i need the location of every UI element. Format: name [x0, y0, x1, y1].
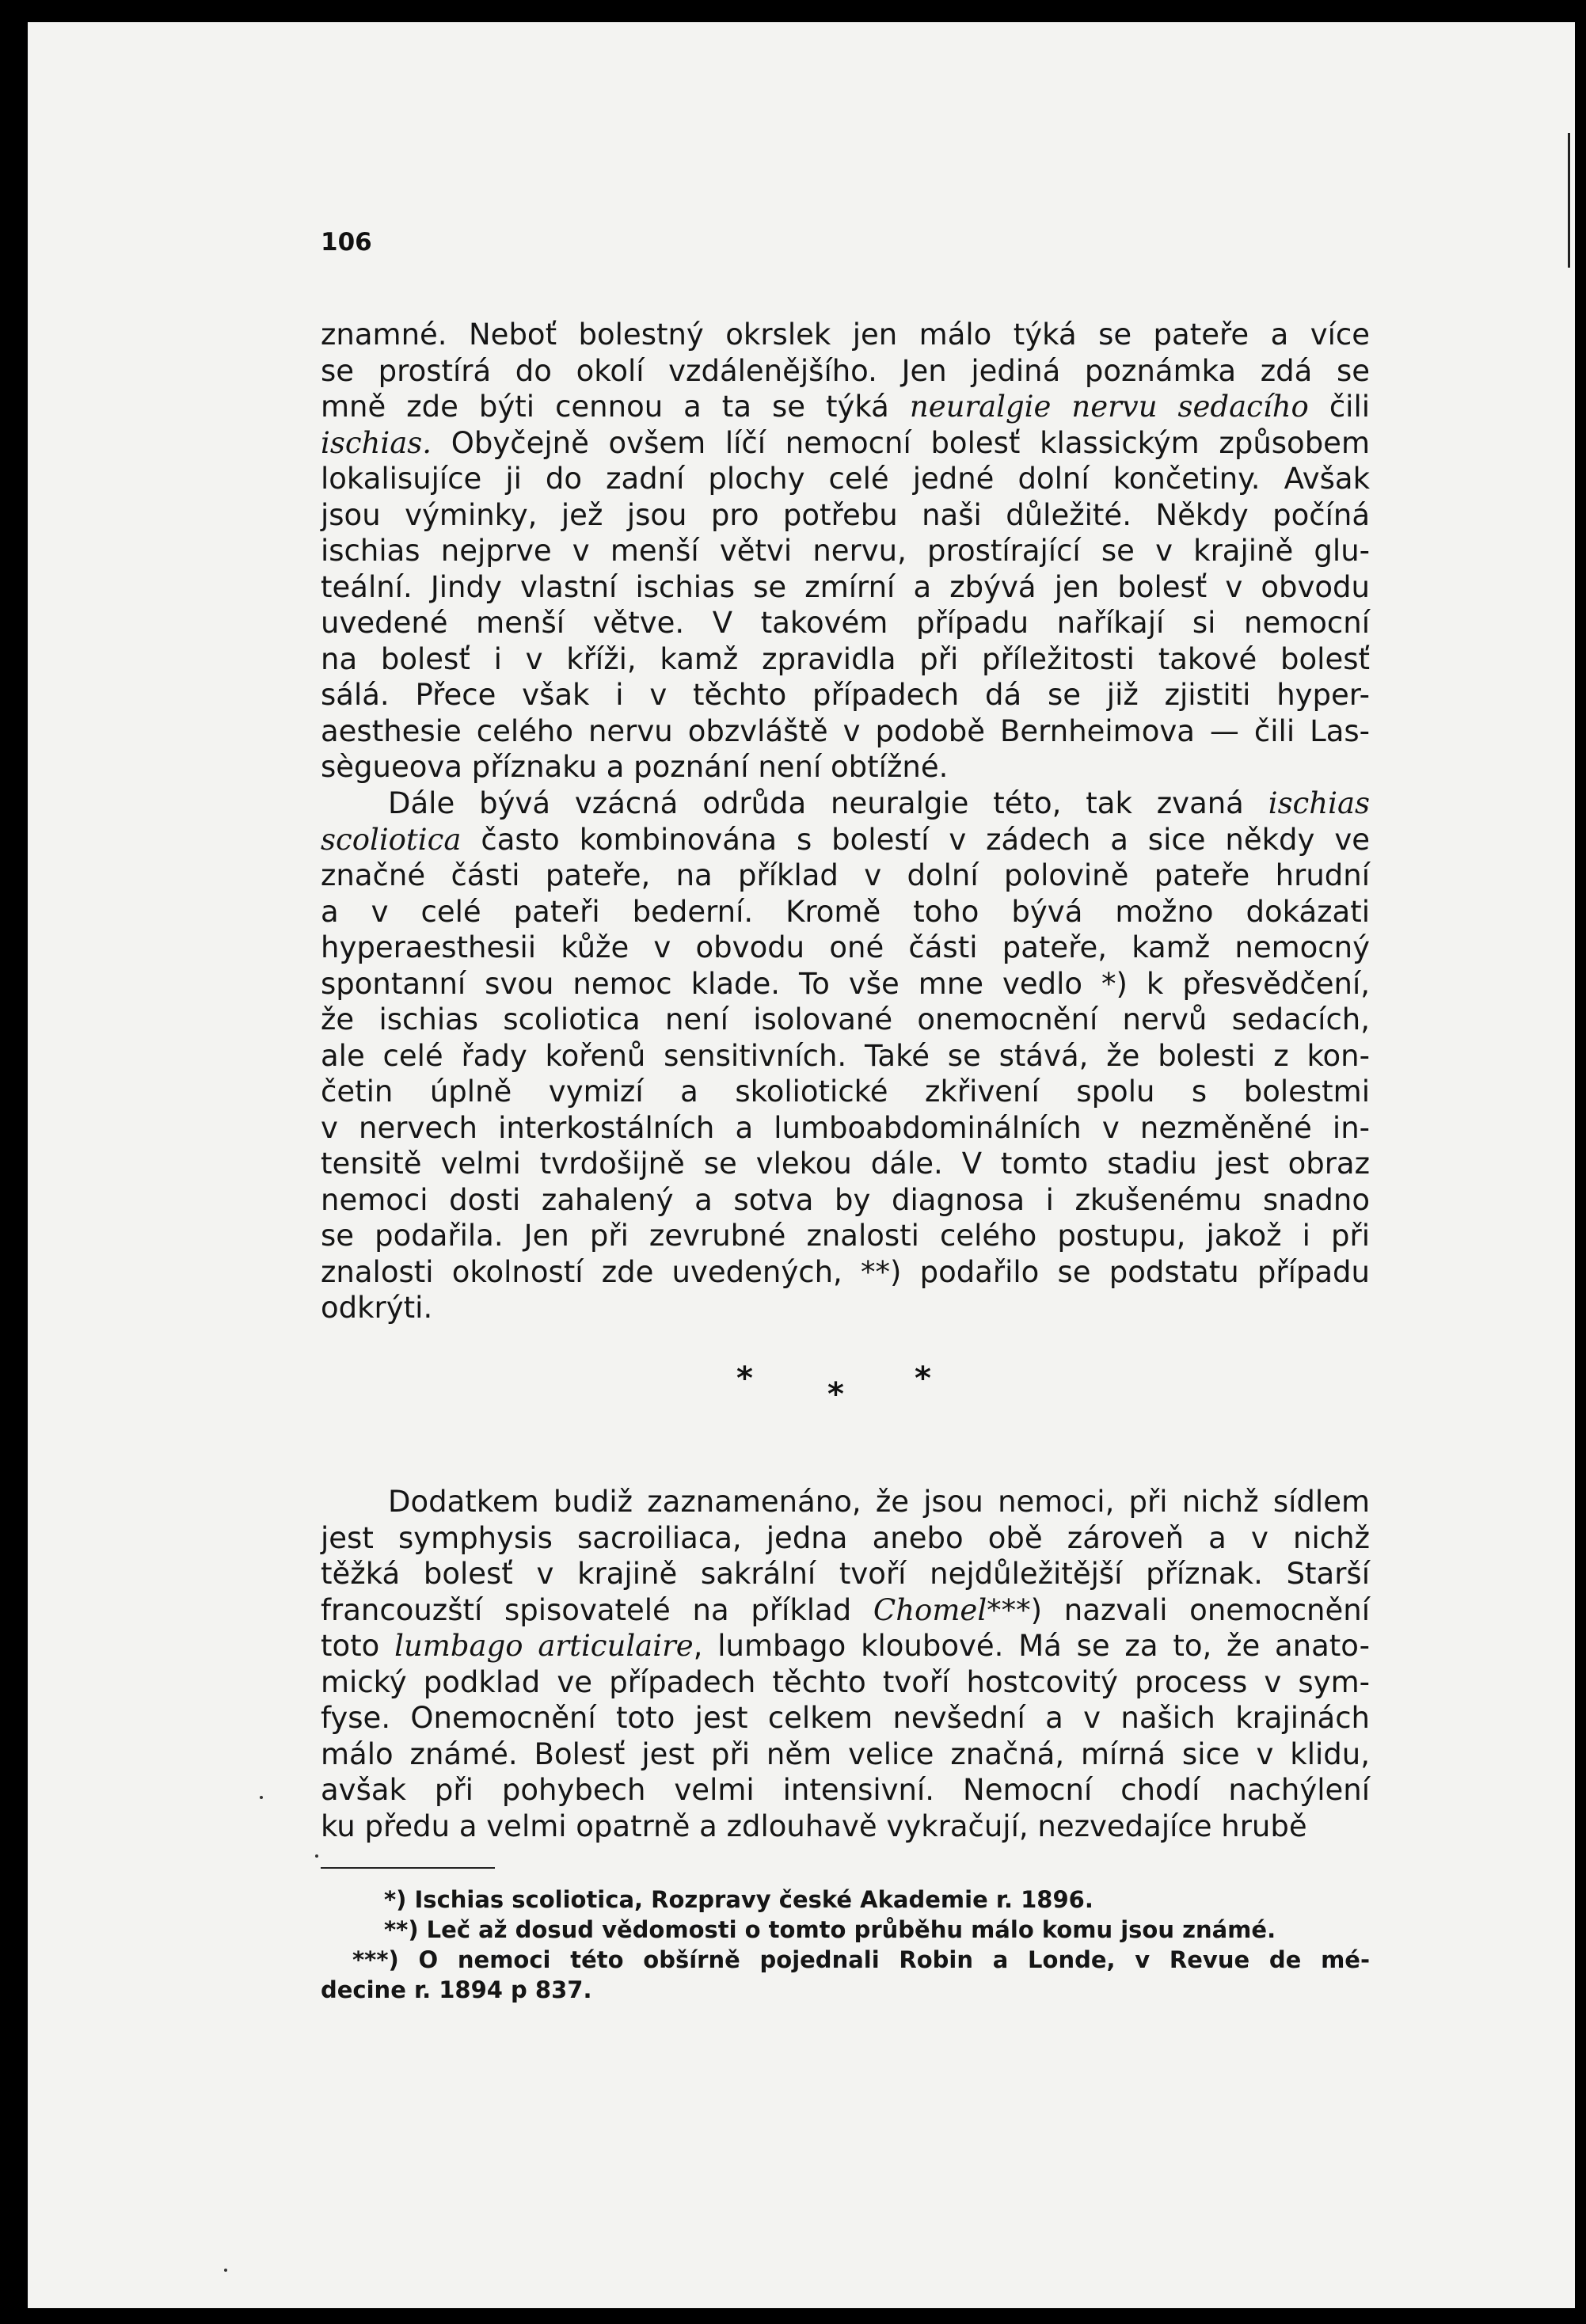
footnote-rule [321, 1867, 495, 1869]
separator-asterisk: * [827, 1376, 844, 1413]
text-line: hyperaesthesii kůže v obvodu oné části pateře, kamž nemocný [321, 930, 1370, 964]
scan-speck [315, 1854, 318, 1858]
text-line: sègueova příznaku a poznání není obtížné. [321, 750, 949, 784]
footnote-line: **) Leč až dosud vědomosti o tomto průběhu málo komu jsou známé. [384, 1916, 1276, 1943]
text-line: ischias nejprve v menší větvi nervu, prostírající se v krajině glu- [321, 534, 1370, 568]
scan-border-bottom [0, 2308, 1586, 2324]
scan-speck [224, 2269, 227, 2272]
text-line: aesthesie celého nervu obzvláště v podobě Bernheimova — čili Las- [321, 713, 1370, 748]
text-line: mický podklad ve případech těchto tvoří hostcovitý process v sym- [321, 1664, 1370, 1699]
text-line: lokalisujíce ji do zadní plochy celé jedné dolní končetiny. Avšak [321, 462, 1370, 496]
text-line: znamné. Neboť bolestný okrslek jen málo týká se pateře a více [321, 318, 1370, 352]
text-line: toto lumbago articulaire, lumbago kloubové. Má se za to, že anato- [321, 1629, 1370, 1663]
text-line: a v celé pateři bederní. Kromě toho bývá možno dokázati [321, 894, 1370, 929]
text-line: četin úplně vymizí a skoliotické zkřivení spolu s bolestmi [321, 1075, 1370, 1109]
text-line: že ischias scoliotica není isolované onemocnění nervů sedacích, [321, 1002, 1370, 1036]
text-line: ale celé řady kořenů sensitivních. Také se stává, že bolesti z kon- [321, 1038, 1370, 1073]
text-line: málo známé. Bolesť jest při něm velice značná, mírná sice v klidu, [321, 1736, 1370, 1771]
text-line: uvedené menší větve. V takovém případu naříkají si nemocní [321, 606, 1370, 640]
scan-speck [260, 1796, 263, 1799]
text-line: teální. Jindy vlastní ischias se zmírní a zbývá jen bolesť v obvodu [321, 569, 1370, 604]
text-line: fyse. Onemocnění toto jest celkem nevšední a v našich krajinách [321, 1701, 1370, 1735]
text-line: tensitě velmi tvrdošijně se vlekou dále. V tomto stadiu jest obraz [321, 1147, 1370, 1181]
text-line: se podařila. Jen při zevrubné znalosti celého postupu, jakož i při [321, 1219, 1370, 1253]
paragraph-3 [321, 1484, 1370, 1844]
footnote-line: *) Ischias scoliotica, Rozpravy české Akademie r. 1896. [384, 1886, 1093, 1913]
text-line: sálá. Přece však i v těchto případech dá se již zjistiti hyper- [321, 678, 1370, 712]
footnote-line: ***) O nemoci této obšírně pojednali Robin a Londe, v Revue de mé- [352, 1946, 1370, 1973]
text-line: těžká bolesť v krajině sakrální tvoří nejdůležitější příznak. Starší [321, 1557, 1370, 1591]
text-line: spontanní svou nemoc klade. To vše mne vedlo *) k přesvědčení, [321, 966, 1370, 1001]
text-line: francouzští spisovatelé na příklad Chomel***) nazvali onemocnění [321, 1592, 1370, 1627]
text-line: ischias. Obyčejně ovšem líčí nemocní bolesť klassickým způsobem [321, 425, 1370, 460]
text-line: znalosti okolností zde uvedených, **) podařilo se podstatu případu [321, 1254, 1370, 1289]
text-line: nemoci dosti zahalený a sotva by diagnosa i zkušenému snadno [321, 1182, 1370, 1217]
page-number: 106 [321, 228, 372, 257]
text-line: jest symphysis sacroiliaca, jedna anebo obě zároveň a v nichž [321, 1520, 1370, 1555]
scan-border-right [1575, 0, 1586, 2324]
text-line: scoliotica často kombinována s bolestí v zádech a sice někdy ve [321, 822, 1370, 857]
separator-asterisk: * [736, 1360, 753, 1397]
text-line: ku předu a velmi opatrně a zdlouhavě vykračují, nezvedajíce hrubě [321, 1809, 1307, 1843]
separator-asterisk: * [915, 1360, 931, 1397]
text-line: mně zde býti cennou a ta se týká neuralgie nervu sedacího čili [321, 390, 1370, 424]
section-separator [736, 1360, 942, 1413]
paragraph-2 [321, 785, 1370, 1326]
text-line: avšak při pohybech velmi intensivní. Nemocní chodí nachýlení [321, 1773, 1370, 1807]
text-line: se prostírá do okolí vzdálenějšího. Jen jediná poznámka zdá se [321, 353, 1370, 388]
text-line: odkrýti. [321, 1291, 433, 1325]
scan-border-left [0, 0, 28, 2324]
text-line: na bolesť i v kříži, kamž zpravidla při příležitosti takové bolesť [321, 641, 1370, 676]
text-line: Dodatkem budiž zaznamenáno, že jsou nemoci, při nichž sídlem [388, 1485, 1370, 1519]
paragraph-1 [321, 317, 1370, 785]
scan-border-top [0, 0, 1586, 22]
text-line: jsou výminky, jež jsou pro potřebu naši důležité. Někdy počíná [321, 497, 1370, 532]
footnote-line: decine r. 1894 p 837. [321, 1976, 592, 2003]
text-line: Dále bývá vzácná odrůda neuralgie této, tak zvaná ischias [388, 786, 1370, 820]
text-line: v nervech interkostálních a lumboabdominálních v nezměněné in- [321, 1110, 1370, 1145]
page-edge-mark [1568, 133, 1570, 268]
footnotes [321, 1885, 1370, 2005]
text-line: značné části pateře, na příklad v dolní polovině pateře hrudní [321, 858, 1370, 892]
